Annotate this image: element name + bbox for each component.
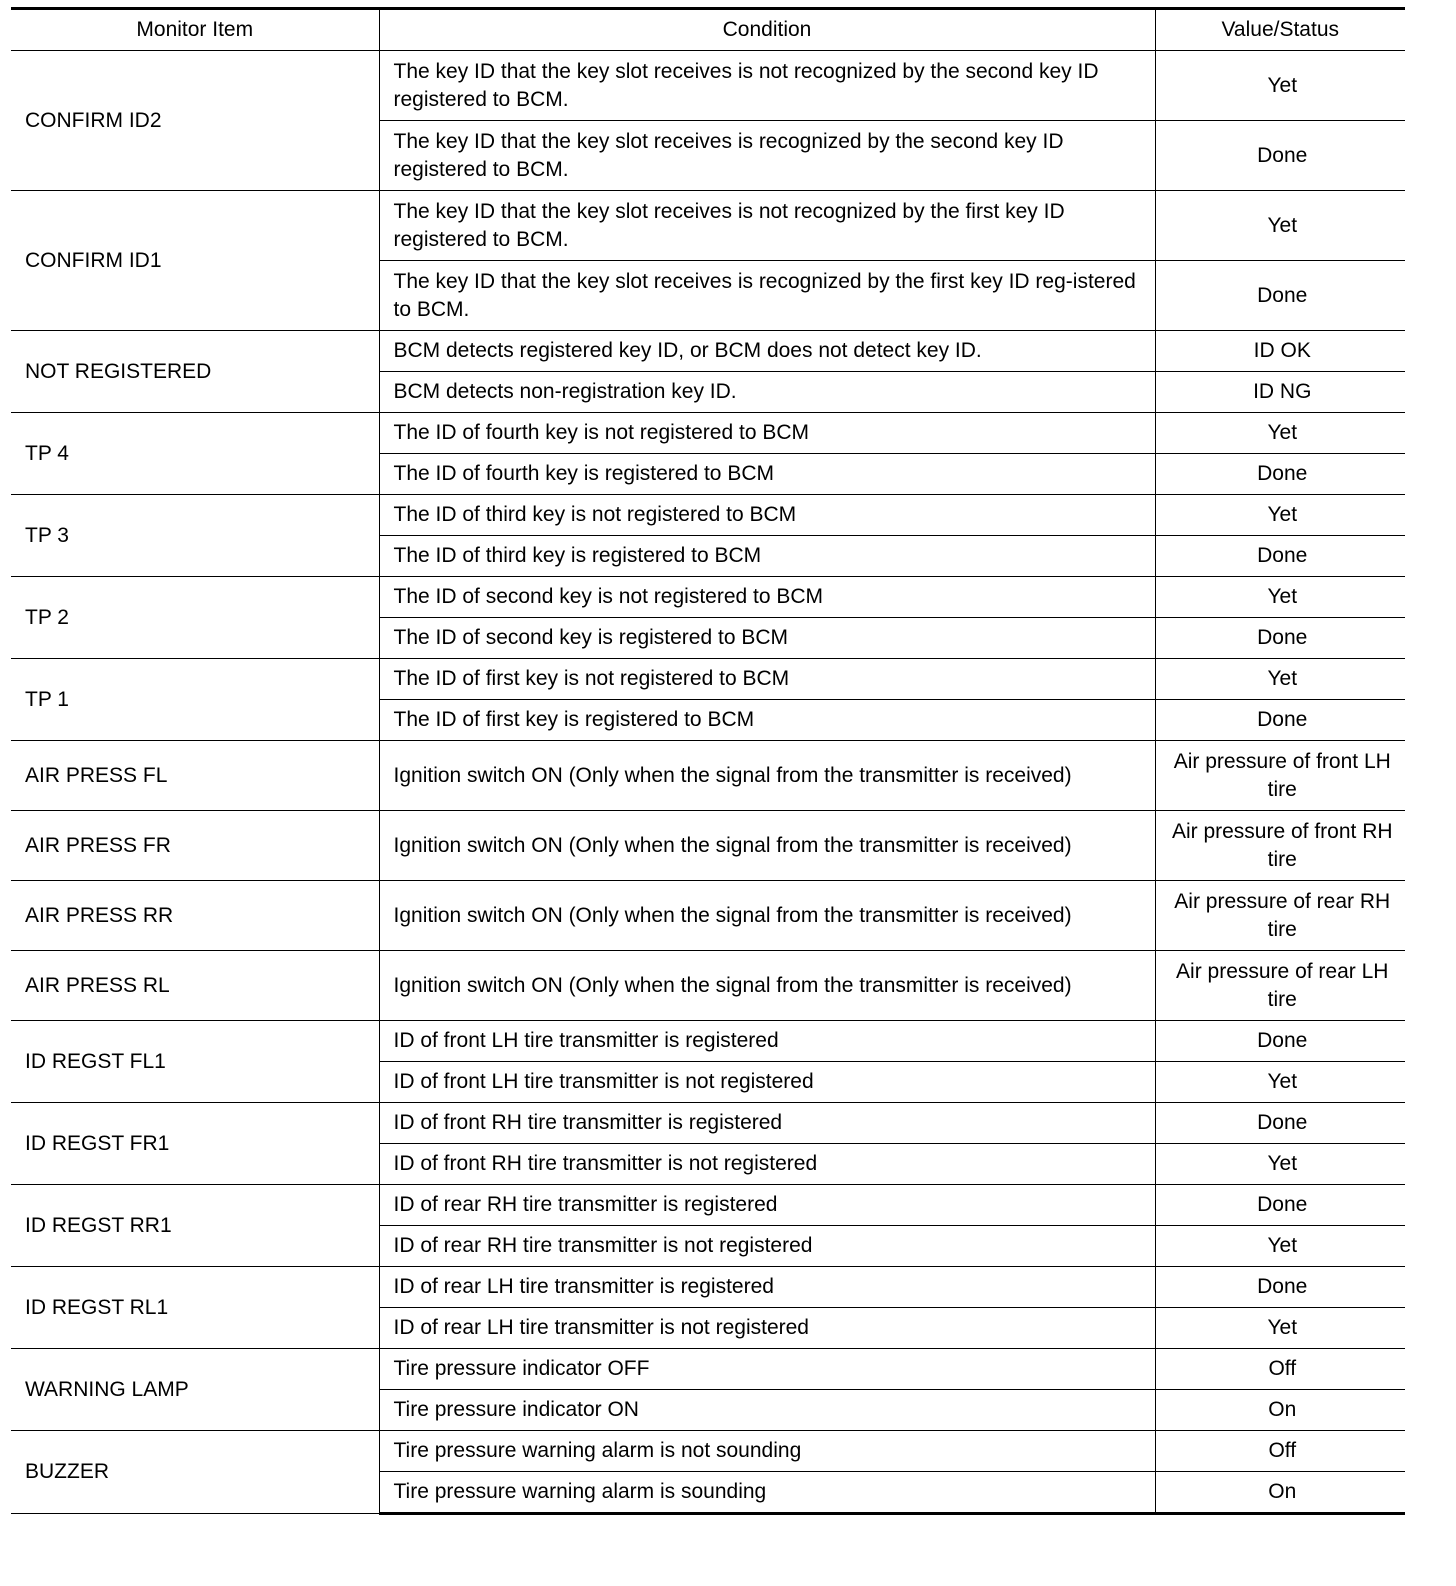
condition-cell: Tire pressure indicator ON [379,1390,1155,1431]
monitor-item-cell: AIR PRESS FR [11,811,379,881]
table-row [11,1267,1405,1308]
table-row [11,811,1405,881]
table-row [11,741,1405,811]
value-status-cell: Air pressure of front LH tire [1155,741,1405,811]
condition-cell: BCM detects non-registration key ID. [379,372,1155,413]
value-status-cell: Done [1155,618,1405,659]
condition-cell: Ignition switch ON (Only when the signal from the transmitter is received) [379,741,1155,811]
table-row [11,413,1405,454]
condition-cell: ID of rear RH tire transmitter is registered [379,1185,1155,1226]
condition-cell: The ID of first key is registered to BCM [379,700,1155,741]
value-status-cell: Air pressure of rear LH tire [1155,951,1405,1021]
value-status-cell: Yet [1155,577,1405,618]
monitor-item-cell: AIR PRESS FL [11,741,379,811]
table-row [11,659,1405,700]
value-status-cell: Yet [1155,1144,1405,1185]
condition-cell: The ID of second key is not registered to BCM [379,577,1155,618]
monitor-table [11,7,1405,1515]
value-status-cell: Done [1155,1185,1405,1226]
value-status-cell: ID NG [1155,372,1405,413]
value-status-cell: Done [1155,261,1405,331]
value-status-cell: Yet [1155,1226,1405,1267]
monitor-item-cell: TP 4 [11,413,379,495]
value-status-cell: Off [1155,1431,1405,1472]
value-status-cell: ID OK [1155,331,1405,372]
monitor-item-cell: WARNING LAMP [11,1349,379,1431]
condition-cell: ID of rear LH tire transmitter is not registered [379,1308,1155,1349]
value-status-cell: Yet [1155,1062,1405,1103]
table-row [11,331,1405,372]
table-row [11,951,1405,1021]
condition-cell: Ignition switch ON (Only when the signal from the transmitter is received) [379,951,1155,1021]
header-value-status: Value/Status [1155,9,1405,51]
monitor-item-cell: CONFIRM ID2 [11,51,379,191]
table-row [11,495,1405,536]
value-status-cell: Yet [1155,413,1405,454]
condition-cell: The key ID that the key slot receives is not recognized by the second key ID registered to BCM. [379,51,1155,121]
monitor-item-cell: AIR PRESS RR [11,881,379,951]
condition-cell: Ignition switch ON (Only when the signal from the transmitter is received) [379,881,1155,951]
condition-cell: ID of front RH tire transmitter is registered [379,1103,1155,1144]
condition-cell: ID of front RH tire transmitter is not registered [379,1144,1155,1185]
value-status-cell: Yet [1155,191,1405,261]
table-row [11,1103,1405,1144]
value-status-cell: Done [1155,1103,1405,1144]
condition-cell: The ID of third key is not registered to BCM [379,495,1155,536]
condition-cell: The ID of third key is registered to BCM [379,536,1155,577]
table-body [11,51,1405,1514]
condition-cell: The ID of first key is not registered to BCM [379,659,1155,700]
monitor-item-cell: ID REGST RR1 [11,1185,379,1267]
condition-cell: The ID of fourth key is registered to BCM [379,454,1155,495]
table-row [11,1185,1405,1226]
header-monitor-item: Monitor Item [11,9,379,51]
value-status-cell: Yet [1155,659,1405,700]
condition-cell: ID of rear RH tire transmitter is not registered [379,1226,1155,1267]
value-status-cell: On [1155,1472,1405,1514]
header-row [11,9,1405,51]
value-status-cell: Done [1155,700,1405,741]
condition-cell: The ID of fourth key is not registered to BCM [379,413,1155,454]
value-status-cell: Air pressure of rear RH tire [1155,881,1405,951]
table-row [11,1021,1405,1062]
value-status-cell: On [1155,1390,1405,1431]
condition-cell: ID of front LH tire transmitter is not registered [379,1062,1155,1103]
condition-cell: Tire pressure warning alarm is sounding [379,1472,1155,1514]
table-row [11,51,1405,121]
value-status-cell: Done [1155,121,1405,191]
condition-cell: Ignition switch ON (Only when the signal from the transmitter is received) [379,811,1155,881]
value-status-cell: Yet [1155,51,1405,121]
value-status-cell: Air pressure of front RH tire [1155,811,1405,881]
table-row [11,577,1405,618]
condition-cell: The key ID that the key slot receives is recognized by the first key ID reg-istered to BCM. [379,261,1155,331]
condition-cell: The key ID that the key slot receives is recognized by the second key ID registered to BCM. [379,121,1155,191]
table-row [11,191,1405,261]
condition-cell: The ID of second key is registered to BCM [379,618,1155,659]
table-row [11,1431,1405,1472]
table-row [11,881,1405,951]
monitor-item-cell: ID REGST RL1 [11,1267,379,1349]
value-status-cell: Done [1155,536,1405,577]
value-status-cell: Done [1155,1267,1405,1308]
value-status-cell: Off [1155,1349,1405,1390]
condition-cell: Tire pressure warning alarm is not sounding [379,1431,1155,1472]
condition-cell: The key ID that the key slot receives is not recognized by the first key ID registered to BCM. [379,191,1155,261]
monitor-item-cell: TP 3 [11,495,379,577]
monitor-item-cell: CONFIRM ID1 [11,191,379,331]
condition-cell: Tire pressure indicator OFF [379,1349,1155,1390]
value-status-cell: Yet [1155,1308,1405,1349]
header-condition: Condition [379,9,1155,51]
monitor-item-cell: ID REGST FR1 [11,1103,379,1185]
value-status-cell: Done [1155,1021,1405,1062]
condition-cell: BCM detects registered key ID, or BCM does not detect key ID. [379,331,1155,372]
monitor-item-cell: ID REGST FL1 [11,1021,379,1103]
monitor-item-cell: TP 2 [11,577,379,659]
value-status-cell: Yet [1155,495,1405,536]
table-row [11,1349,1405,1390]
condition-cell: ID of rear LH tire transmitter is registered [379,1267,1155,1308]
monitor-item-cell: TP 1 [11,659,379,741]
monitor-item-cell: BUZZER [11,1431,379,1514]
monitor-item-cell: NOT REGISTERED [11,331,379,413]
value-status-cell: Done [1155,454,1405,495]
condition-cell: ID of front LH tire transmitter is registered [379,1021,1155,1062]
monitor-item-cell: AIR PRESS RL [11,951,379,1021]
